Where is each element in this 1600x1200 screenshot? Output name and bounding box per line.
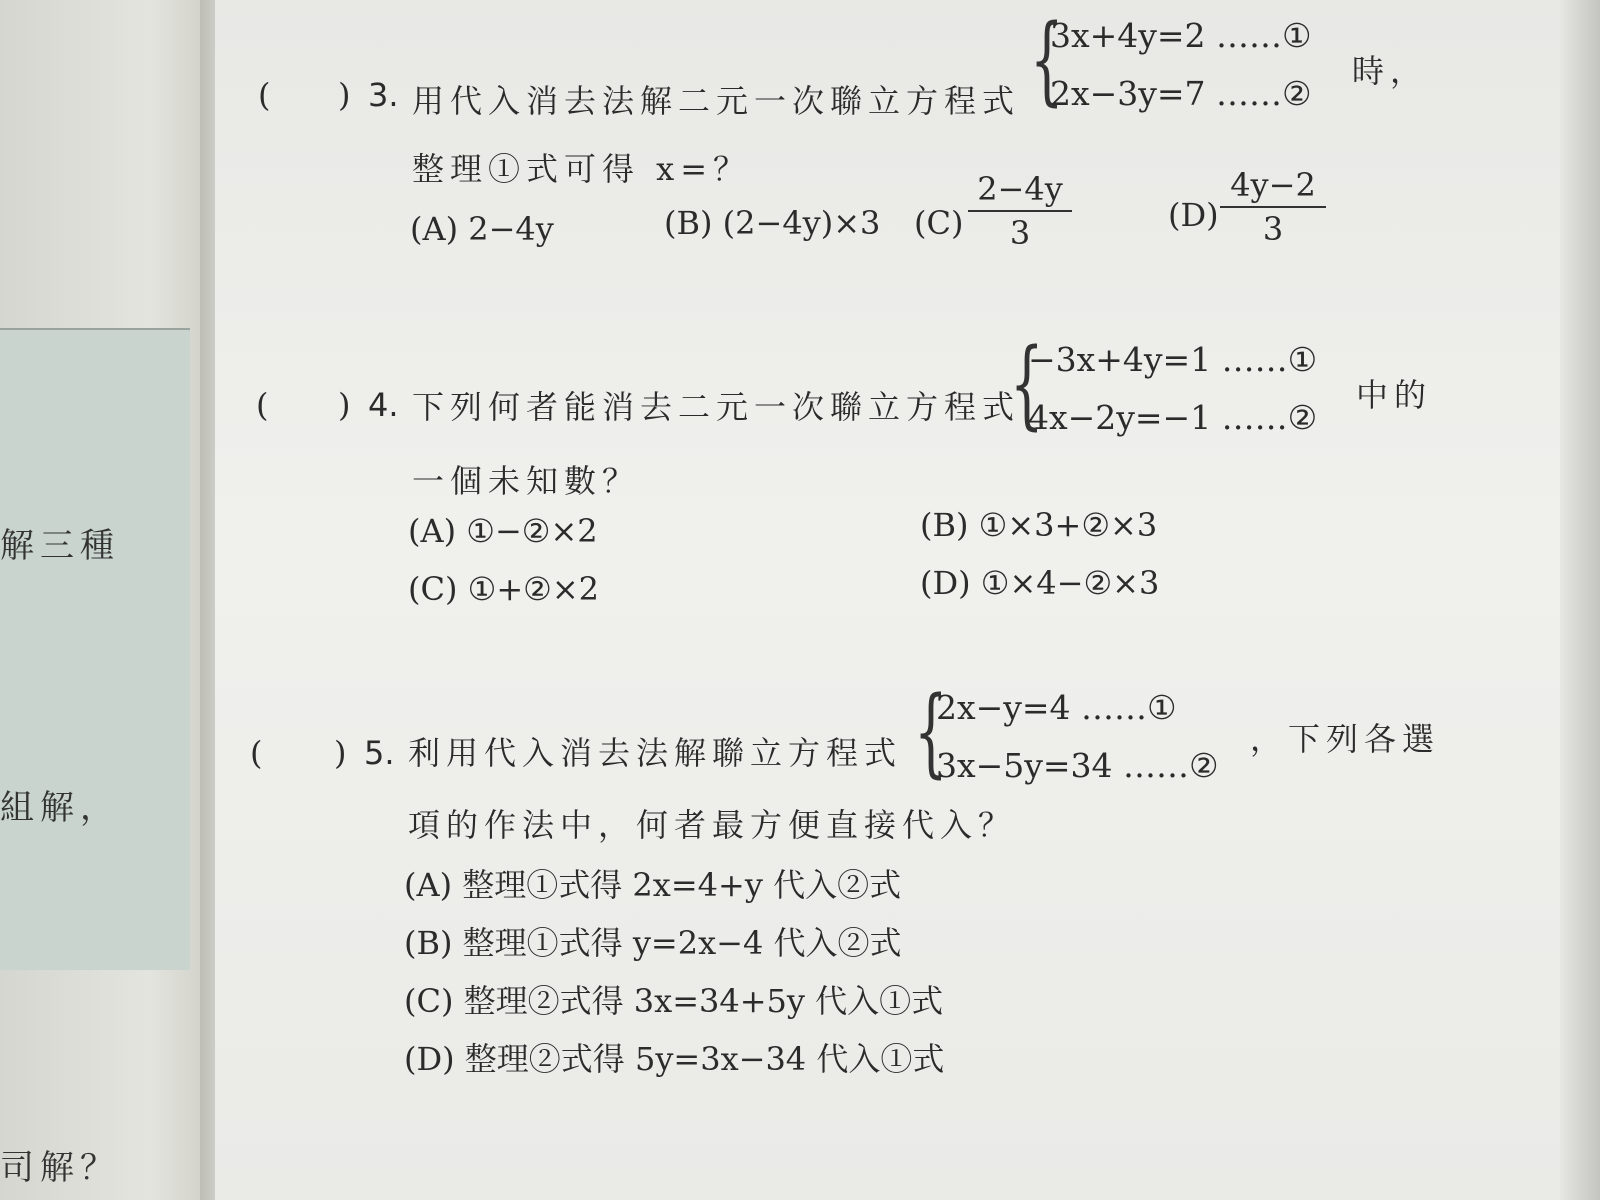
question-stem: 利用代入消去法解聯立方程式	[408, 734, 903, 772]
equation-2: 3x−5y=34 ……②	[936, 746, 1219, 785]
option-label: (A)	[408, 512, 457, 550]
option-label: (C)	[408, 570, 458, 608]
answer-paren-close: )	[338, 76, 351, 114]
system-brace: {	[1010, 328, 1044, 440]
option-label: (A)	[410, 210, 459, 248]
option-c-label: (C)	[914, 204, 964, 242]
answer-paren-close: )	[338, 386, 351, 424]
question-stem: 用代入消去法解二元一次聯立方程式	[412, 82, 1021, 120]
question-stem-tail: ，下列各選	[1250, 720, 1441, 758]
option-label: (D)	[920, 564, 971, 602]
option-a	[404, 860, 901, 906]
option-label: (A)	[404, 866, 453, 904]
option-c-fraction	[968, 170, 1072, 252]
option-b	[404, 918, 901, 964]
option-d	[920, 564, 1159, 602]
answer-paren-open: (	[256, 386, 269, 424]
question-stem-line2: 項的作法中，何者最方便直接代入？	[408, 806, 1017, 844]
option-d	[404, 1034, 944, 1080]
option-text: ①×3+②×3	[978, 506, 1158, 544]
option-label: (D)	[404, 1040, 455, 1078]
option-text: 2−4y	[468, 210, 554, 248]
option-text: 整理②式得 3x=34+5y 代入①式	[463, 982, 944, 1020]
option-d-fraction	[1220, 166, 1326, 248]
fraction-numerator: 2−4y	[968, 170, 1072, 212]
answer-paren-open: (	[250, 734, 263, 772]
option-text: 整理②式得 5y=3x−34 代入①式	[464, 1040, 945, 1078]
equation-1: 2x−y=4 ……①	[936, 688, 1177, 727]
answer-paren-close: )	[334, 734, 347, 772]
option-text: (2−4y)×3	[722, 204, 881, 242]
option-c	[404, 976, 943, 1022]
equation-2: 2x−3y=7 ……②	[1050, 74, 1312, 113]
system-brace: {	[1030, 4, 1064, 116]
question-stem-line2: 整理①式可得 x=？	[412, 150, 752, 188]
question-stem-tail: 時，	[1352, 52, 1429, 90]
option-b	[664, 204, 880, 242]
option-d-label: (D)	[1168, 196, 1219, 234]
option-c	[408, 570, 599, 608]
fraction-denominator: 3	[1262, 210, 1284, 248]
option-text: ①×4−②×3	[980, 564, 1160, 602]
fraction-denominator: 3	[1009, 214, 1031, 252]
option-text: 整理①式得 2x=4+y 代入②式	[462, 866, 902, 904]
fraction-numerator: 4y−2	[1220, 166, 1326, 208]
option-label: (B)	[664, 204, 713, 242]
option-text: ①−②×2	[466, 512, 598, 550]
option-text: ①+②×2	[467, 570, 599, 608]
option-b	[920, 506, 1157, 544]
left-page-text-3: 司解？	[0, 1148, 120, 1188]
equation-1: −3x+4y=1 ……①	[1028, 340, 1318, 379]
left-page-panel	[0, 328, 190, 970]
page-edge	[1560, 0, 1600, 1200]
left-page-text-2: 組解，	[0, 788, 120, 828]
answer-paren-open: (	[258, 76, 271, 114]
option-a	[410, 210, 554, 248]
option-text: 整理①式得 y=2x−4 代入②式	[462, 924, 902, 962]
equation-2: 4x−2y=−1 ……②	[1028, 398, 1318, 437]
question-stem: 下列何者能消去二元一次聯立方程式	[412, 388, 1021, 426]
option-label: (B)	[404, 924, 453, 962]
question-number: 4.	[368, 386, 399, 424]
system-brace: {	[914, 676, 948, 788]
option-label: (B)	[920, 506, 969, 544]
question-number: 3.	[368, 76, 399, 114]
question-number: 5.	[364, 734, 395, 772]
left-page-text-1: 解三種	[0, 526, 120, 566]
equation-1: 3x+4y=2 ……①	[1050, 16, 1312, 55]
question-stem-line2: 一個未知數？	[412, 462, 641, 500]
question-stem-tail: 中的	[1356, 376, 1433, 414]
option-label: (C)	[404, 982, 454, 1020]
option-a	[408, 512, 598, 550]
